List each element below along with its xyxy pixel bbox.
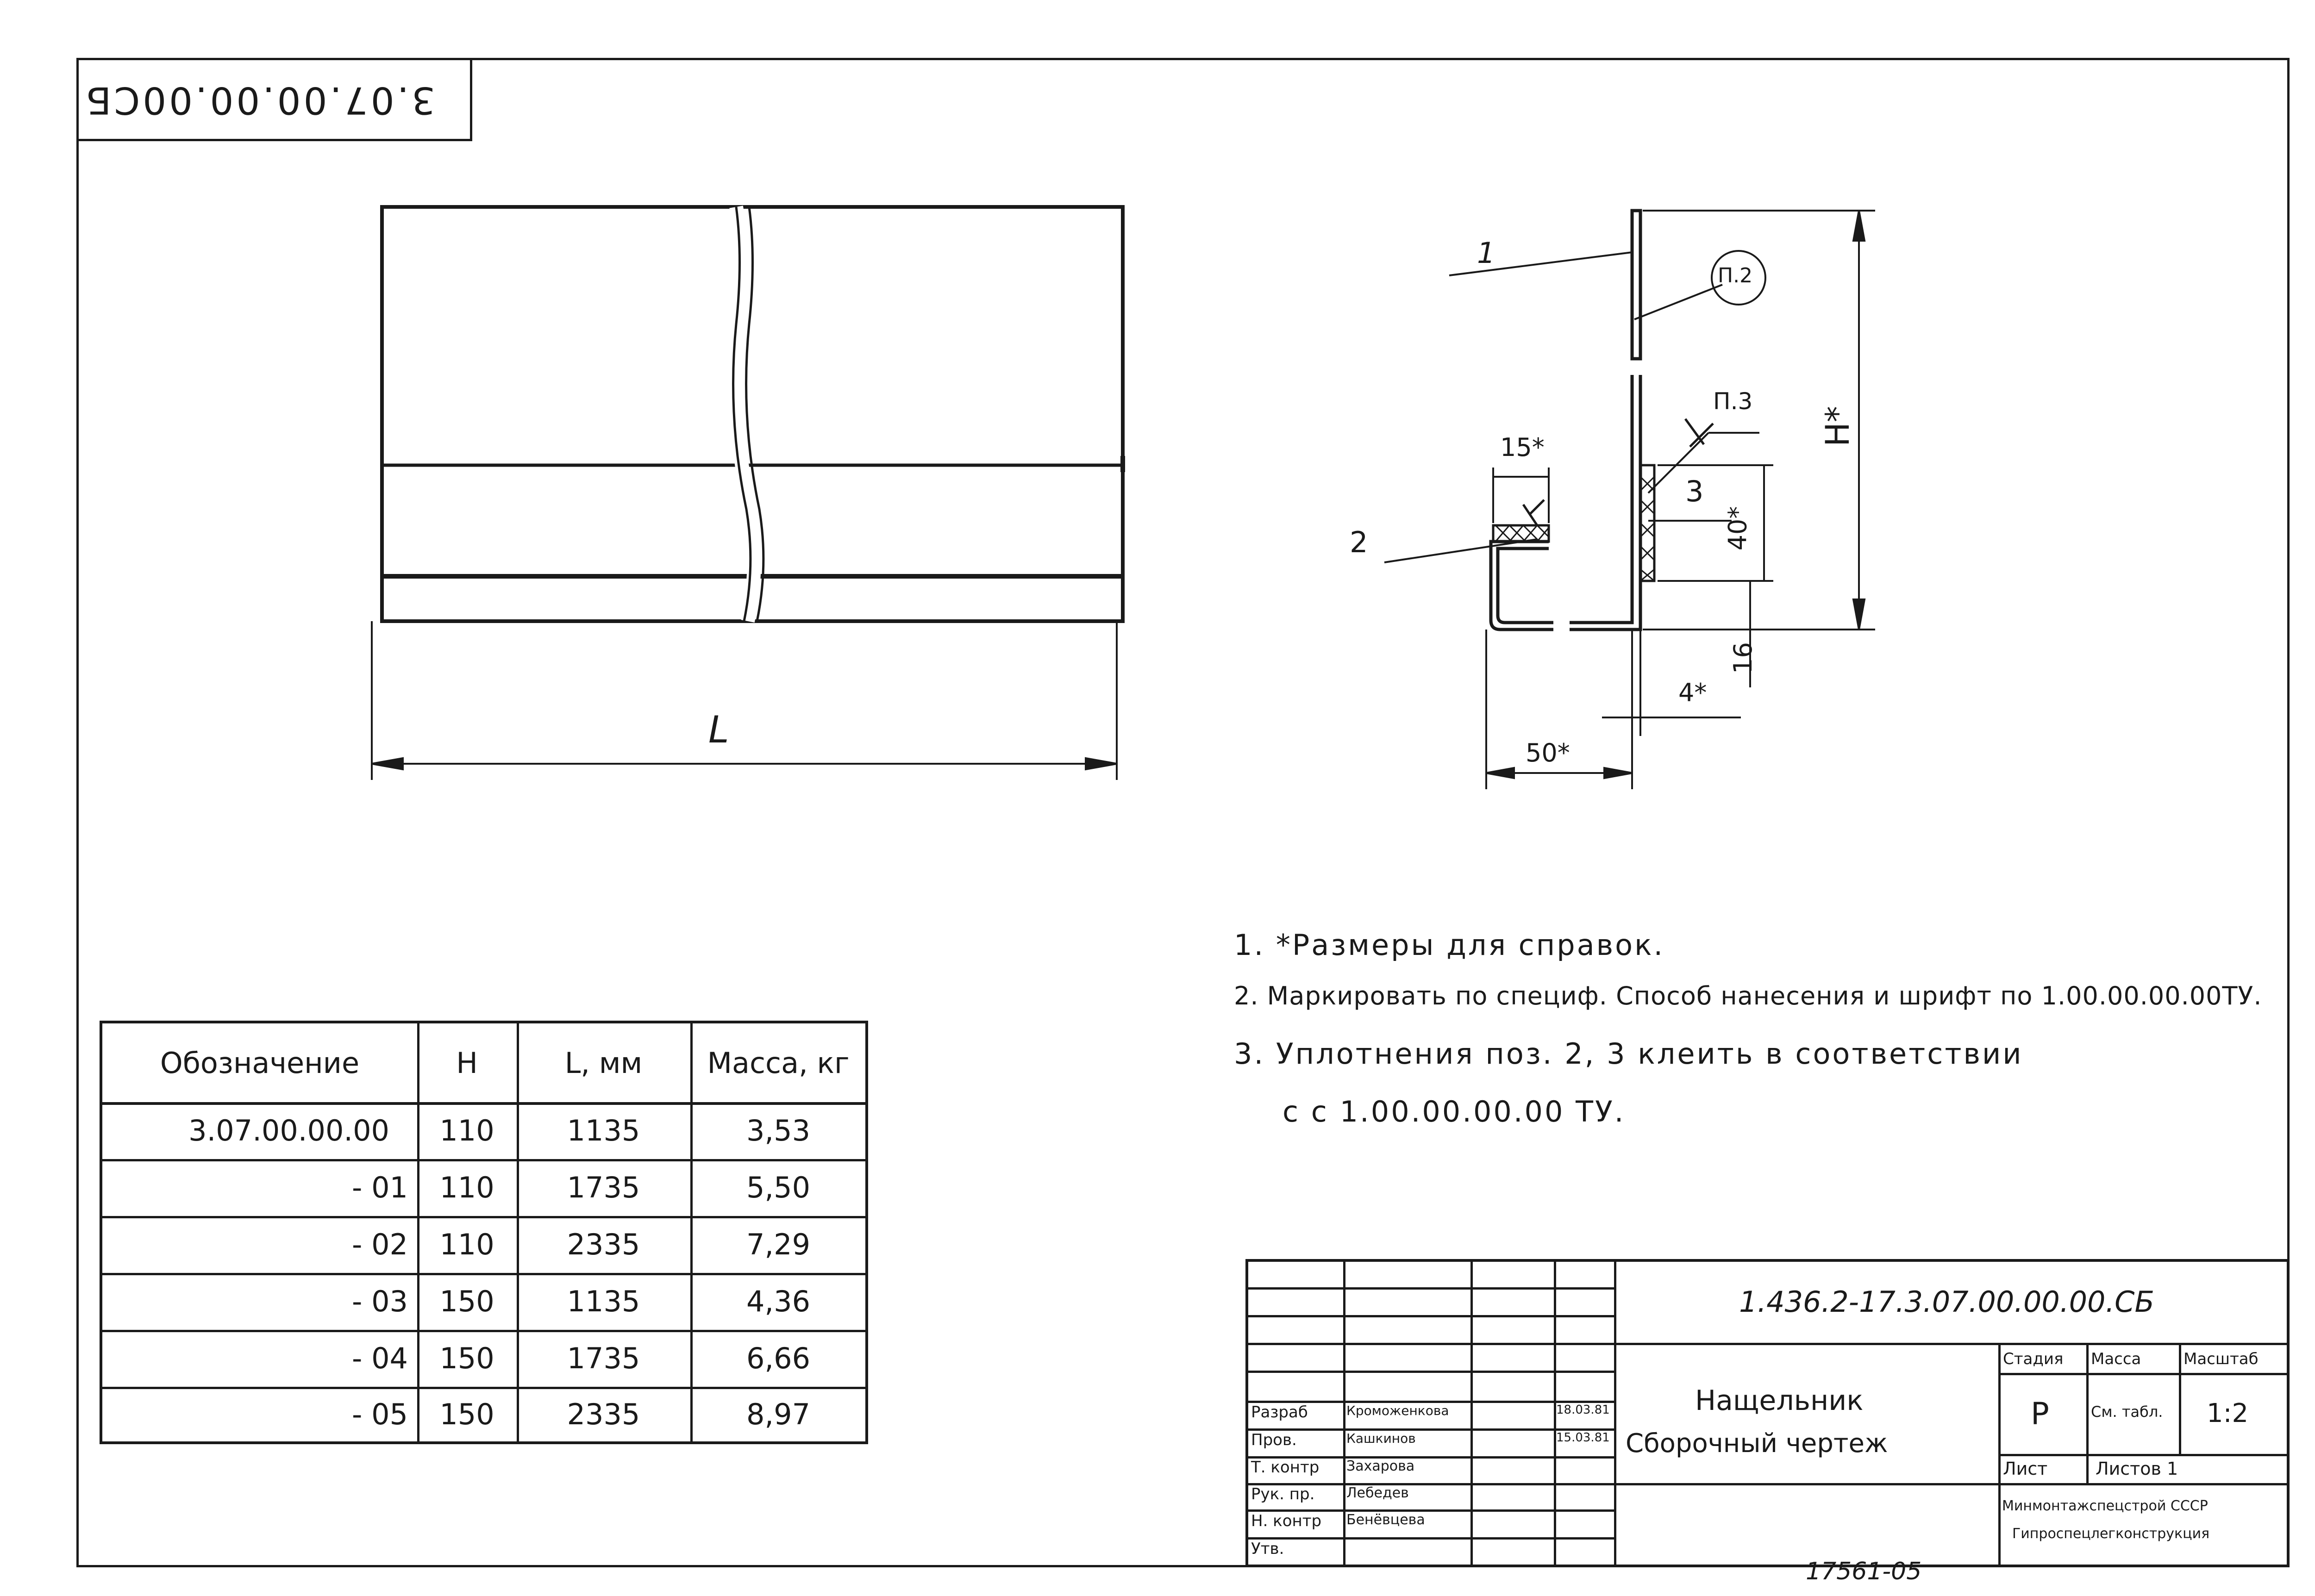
name: Захарова [1346, 1458, 1415, 1474]
role: Утв. [1251, 1540, 1284, 1558]
note-ref-2: П.2 [1718, 264, 1753, 287]
callout-1: 1 [1477, 236, 1495, 270]
role: Т. контр [1251, 1458, 1320, 1477]
scale-value: 1:2 [2207, 1398, 2249, 1428]
header-mass: Масса, кг [707, 1046, 850, 1080]
cell-designation: - 02 [352, 1228, 408, 1261]
leaders [1384, 251, 1765, 562]
front-view [382, 207, 1123, 621]
cell-h: 110 [439, 1114, 494, 1147]
title-subtitle: Сборочный чертеж [1626, 1428, 1888, 1459]
dimension-50: 50* [1526, 738, 1570, 767]
mass-value: См. табл. [2091, 1403, 2163, 1421]
cell-mass: 6,66 [746, 1341, 811, 1375]
cell-l: 1735 [567, 1341, 640, 1375]
cell-l: 1735 [567, 1171, 640, 1204]
name: Кашкинов [1346, 1431, 1416, 1446]
archive-number: 17561-05 [1806, 1558, 1922, 1585]
sheet-label: Лист [2003, 1459, 2048, 1479]
role: Пров. [1251, 1431, 1297, 1449]
date: 18.03.81 [1556, 1403, 1610, 1417]
role: Н. контр [1251, 1512, 1322, 1530]
cell-mass: 5,50 [746, 1171, 811, 1204]
cell-l: 1135 [567, 1114, 640, 1147]
cell-designation: - 03 [352, 1284, 408, 1318]
note-3-cont: с с 1.00.00.00.00 ТУ. [1283, 1095, 1626, 1128]
cell-mass: 8,97 [746, 1397, 811, 1431]
cell-h: 150 [439, 1284, 494, 1318]
sheets-label: Листов 1 [2096, 1459, 2178, 1479]
cell-h: 110 [439, 1228, 494, 1261]
org-line-1: Минмонтажспецстрой СССР [2002, 1498, 2208, 1514]
note-ref-3: П.3 [1713, 388, 1753, 415]
date: 15.03.81 [1556, 1431, 1610, 1445]
dimension-L-label: L [708, 708, 729, 751]
cell-designation: - 05 [352, 1397, 408, 1431]
cell-designation: - 04 [352, 1341, 408, 1375]
cell-mass: 3,53 [746, 1114, 811, 1147]
role: Рук. пр. [1251, 1485, 1315, 1503]
scale-label: Масштаб [2184, 1350, 2259, 1368]
cell-mass: 4,36 [746, 1284, 811, 1318]
dimension-16: 16 [1728, 642, 1758, 674]
dimension-H: H* [1818, 406, 1857, 447]
corner-code: 3.07.00.00.00СБ [83, 79, 435, 122]
cell-designation: 3.07.00.00.00 [188, 1114, 389, 1147]
dimension-15: 15* [1500, 433, 1545, 462]
dimension-L [372, 621, 1117, 780]
header-l: L, мм [564, 1046, 643, 1080]
stage-value: Р [2031, 1396, 2049, 1432]
note-2: 2. Маркировать по специф. Способ нанесения и шрифт по 1.00.00.00.00ТУ. [1234, 981, 2262, 1010]
note-3: 3. Уплотнения поз. 2, 3 клеить в соответствии [1234, 1037, 2023, 1071]
header-h: H [456, 1046, 478, 1080]
cell-l: 2335 [567, 1228, 640, 1261]
cell-designation: - 01 [352, 1171, 408, 1204]
note-1: 1. *Размеры для справок. [1234, 928, 1665, 962]
callout-2: 2 [1350, 525, 1368, 559]
cell-h: 150 [439, 1397, 494, 1431]
org-line-2: Гипроспецлегконструкция [2012, 1526, 2210, 1542]
cell-h: 150 [439, 1341, 494, 1375]
designation-table [100, 1021, 868, 1444]
name: Бенёвцева [1346, 1512, 1425, 1528]
stage-label: Стадия [2003, 1350, 2064, 1368]
cell-h: 110 [439, 1171, 494, 1204]
cell-l: 1135 [567, 1284, 640, 1318]
title-name: Нащельник [1695, 1384, 1864, 1417]
cell-mass: 7,29 [746, 1228, 811, 1261]
section-view [1491, 211, 1654, 630]
role: Разраб [1251, 1403, 1308, 1421]
dimension-40: 40* [1723, 506, 1752, 551]
callout-3: 3 [1685, 474, 1704, 508]
header-designation: Обозначение [160, 1046, 360, 1080]
name: Кроможенкова [1346, 1403, 1449, 1418]
mass-label: Масса [2091, 1350, 2141, 1368]
document-code: 1.436.2-17.3.07.00.00.00.СБ [1739, 1285, 2155, 1319]
dimension-4: 4* [1678, 678, 1707, 707]
title-block [1245, 1259, 2290, 1567]
cell-l: 2335 [567, 1397, 640, 1431]
name: Лебедев [1346, 1485, 1409, 1501]
